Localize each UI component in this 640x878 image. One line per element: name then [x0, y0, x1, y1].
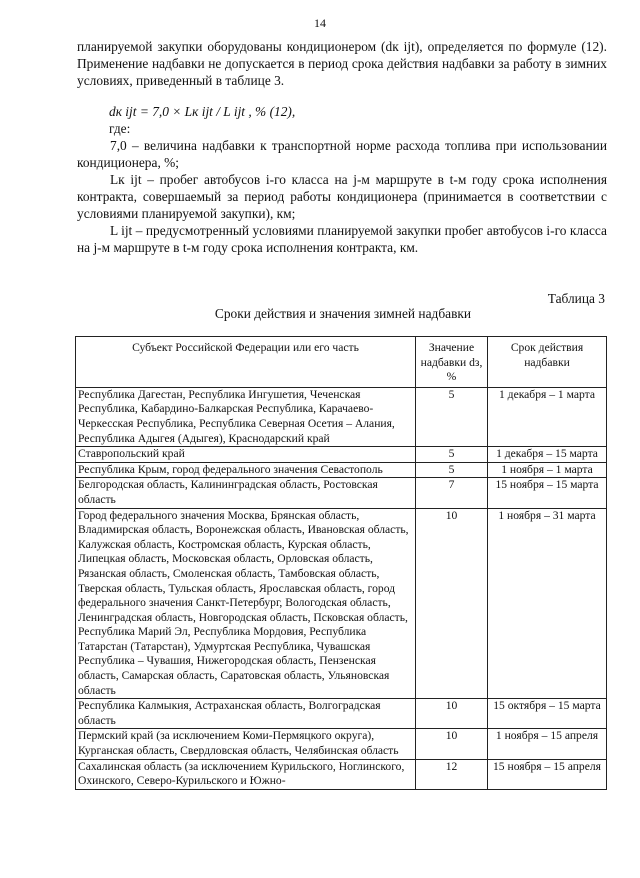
table-row: [76, 387, 607, 446]
row-period: 1 декабря – 15 марта: [488, 447, 607, 463]
table-row: [76, 699, 607, 729]
row-region: Белгородская область, Калининградская область, Ростовская область: [76, 478, 416, 508]
row-region: Город федерального значения Москва, Брянская область, Владимирская область, Воронежская область, Ивановская область, Калужская область, Костромская область, Курская область, Липецкая область, Московская область, Орловская область, Рязанская область, Смоленская область, Тамбовская область, Тверская область, Тульская область, Ярославская область, город федерального значения Санкт-Петербург, Вологодская область, Ленинградская область, Новгородская область, Псковская область, Республика Марий Эл, Республика Мордовия, Республика Татарстан (Татарстан), Удмуртская Республика, Чувашская Республика – Чувашия, Нижегородская область, Пензенская область, Самарская область, Саратовская область, Ульяновская область: [76, 508, 416, 699]
body-text: [77, 38, 607, 256]
header-region: Субъект Российской Федерации или его часть: [76, 337, 416, 388]
row-value: 12: [416, 759, 488, 789]
table-row: [76, 729, 607, 759]
row-value: 7: [416, 478, 488, 508]
table-row: [76, 462, 607, 478]
row-region: Пермский край (за исключением Коми-Пермяцкого округа), Курганская область, Свердловская область, Челябинская область: [76, 729, 416, 759]
where-label: где:: [109, 121, 131, 136]
formula: dк ijt = 7,0 × Lк ijt / L ijt , % (12),: [109, 104, 296, 119]
row-period: 15 ноября – 15 апреля: [488, 759, 607, 789]
header-period: Срок действия надбавки: [488, 337, 607, 388]
row-period: 1 ноября – 15 апреля: [488, 729, 607, 759]
row-value: 10: [416, 508, 488, 699]
row-value: 5: [416, 387, 488, 446]
row-period: 15 октября – 15 марта: [488, 699, 607, 729]
header-value: Значение надбавки dз, %: [416, 337, 488, 388]
row-value: 5: [416, 462, 488, 478]
table-label: Таблица 3: [547, 291, 605, 306]
definition-7: 7,0 – величина надбавки к транспортной норме расхода топлива при использовании кондиционера, %;: [77, 138, 607, 170]
definition-lk: Lк ijt – пробег автобусов i-го класса на j-м маршруте в t-м году срока исполнения контракта, совершаемый за период работы кондиционера (принимается в соответствии с условиями планируемой закупки), км;: [77, 172, 607, 221]
table-row: [76, 508, 607, 699]
table-title: Сроки действия и значения зимней надбавки: [214, 306, 472, 321]
winter-allowance-table: [75, 336, 607, 790]
row-period: 1 ноября – 31 марта: [488, 508, 607, 699]
row-region: Республика Крым, город федерального значения Севастополь: [76, 462, 416, 478]
row-region: Сахалинская область (за исключением Курильского, Ноглинского, Охинского, Северо-Курильского и Южно-: [76, 759, 416, 789]
row-value: 10: [416, 699, 488, 729]
row-period: 15 ноября – 15 марта: [488, 478, 607, 508]
paragraph: планируемой закупки оборудованы кондиционером (dк ijt), определяется по формуле (12). Применение надбавки не допускается в период срока действия надбавки за работу в зимних условиях, приведенный в таблице 3.: [77, 39, 607, 88]
table-header-row: [76, 337, 607, 388]
row-value: 10: [416, 729, 488, 759]
row-value: 5: [416, 447, 488, 463]
row-period: 1 ноября – 1 марта: [488, 462, 607, 478]
table-row: [76, 447, 607, 463]
row-period: 1 декабря – 1 марта: [488, 387, 607, 446]
page-number: 14: [314, 16, 326, 30]
table-row: [76, 478, 607, 508]
row-region: Республика Дагестан, Республика Ингушетия, Чеченская Республика, Кабардино-Балкарская Республика, Карачаево-Черкесская Республика, Республика Северная Осетия – Алания, Республика Адыгея (Адыгея), Краснодарский край: [76, 387, 416, 446]
table-row: [76, 759, 607, 789]
row-region: Ставропольский край: [76, 447, 416, 463]
row-region: Республика Калмыкия, Астраханская область, Волгоградская область: [76, 699, 416, 729]
definition-l: L ijt – предусмотренный условиями планируемой закупки пробег автобусов i-го класса на j-м маршруте в t-м году срока исполнения контракта, км.: [77, 223, 607, 255]
